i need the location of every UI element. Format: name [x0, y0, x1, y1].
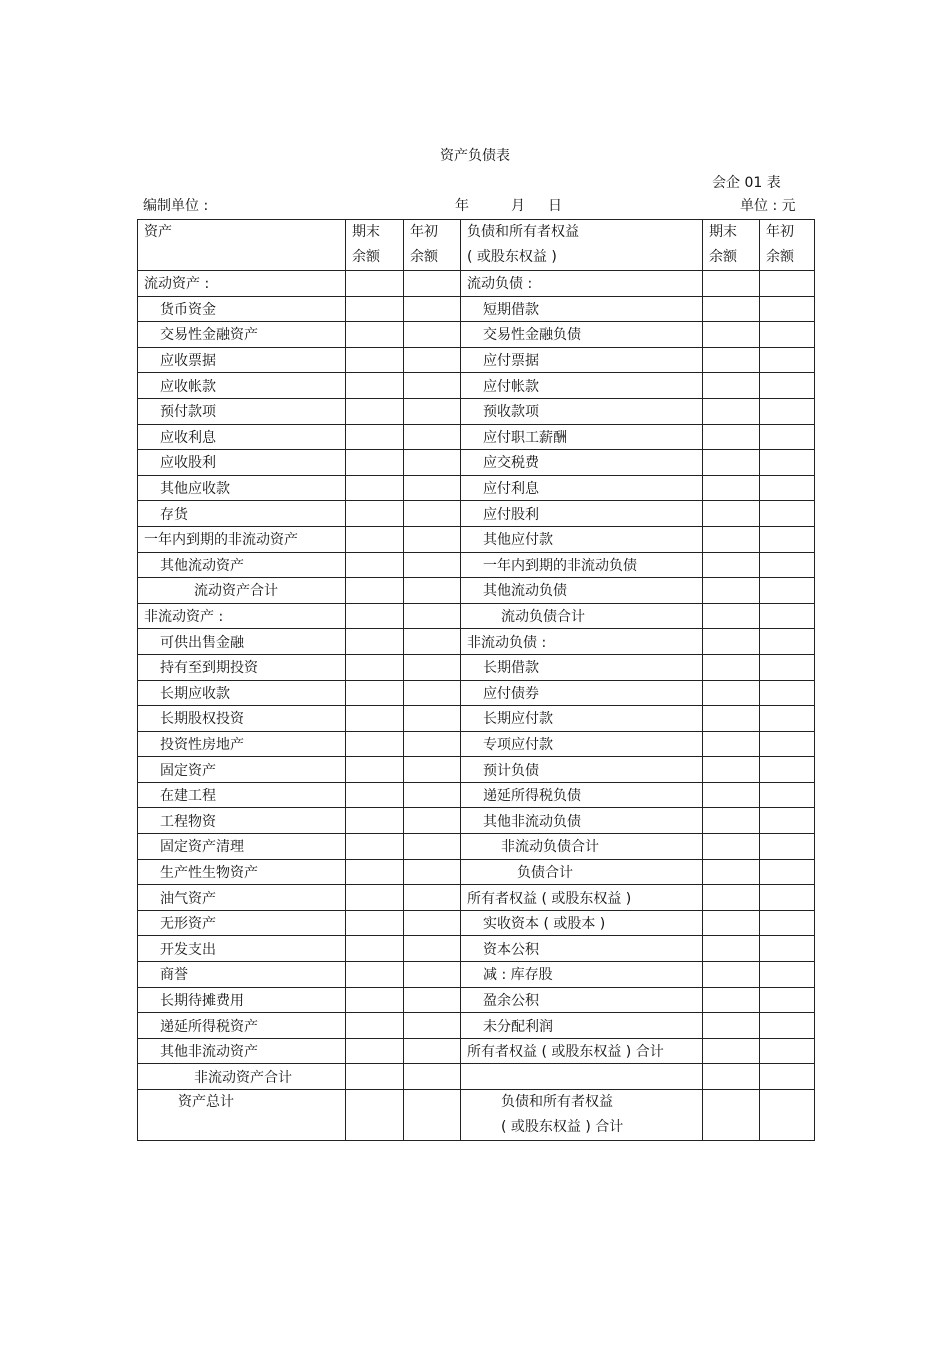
asset-item-label: 长期应收款 [138, 680, 346, 706]
asset-end-balance-cell[interactable] [346, 936, 404, 962]
asset-item-label: 货币资金 [138, 296, 346, 322]
asset-begin-balance-cell[interactable] [404, 706, 461, 732]
table-row [138, 424, 815, 450]
asset-begin-balance-cell[interactable] [404, 526, 461, 552]
asset-end-balance-cell[interactable] [346, 859, 404, 885]
asset-item-label: 长期股权投资 [138, 706, 346, 732]
liability-begin-balance-cell[interactable] [760, 603, 815, 629]
liability-begin-balance-cell[interactable] [760, 936, 815, 962]
liability-begin-balance-cell[interactable] [760, 859, 815, 885]
asset-item-label: 持有至到期投资 [138, 654, 346, 680]
asset-end-balance-cell[interactable] [346, 706, 404, 732]
liabilities-total-end-cell[interactable] [703, 1090, 760, 1141]
table-row [138, 1064, 815, 1090]
liability-item-label: 专项应付款 [461, 731, 703, 757]
asset-begin-balance-cell[interactable] [404, 962, 461, 988]
table-row [138, 552, 815, 578]
table-row [138, 296, 815, 322]
header-begin-balance-left: 年初 余额 [404, 220, 461, 271]
asset-item-label: 其他流动资产 [138, 552, 346, 578]
liability-begin-balance-cell[interactable] [760, 987, 815, 1013]
liability-item-label: 实收资本 ( 或股本 ) [461, 910, 703, 936]
header-end-balance-left: 期末 余额 [346, 220, 404, 271]
liability-item-label: 其他流动负债 [461, 578, 703, 604]
liability-end-balance-cell[interactable] [703, 424, 760, 450]
liability-begin-balance-cell[interactable] [760, 962, 815, 988]
asset-end-balance-cell[interactable] [346, 680, 404, 706]
asset-begin-balance-cell[interactable] [404, 578, 461, 604]
liabilities-total-begin-cell[interactable] [760, 1090, 815, 1141]
asset-begin-balance-cell[interactable] [404, 885, 461, 911]
table-row [138, 782, 815, 808]
asset-begin-balance-cell[interactable] [404, 910, 461, 936]
table-row [138, 347, 815, 373]
table-row [138, 526, 815, 552]
liability-item-label: 应付票据 [461, 347, 703, 373]
asset-item-label: 油气资产 [138, 885, 346, 911]
asset-item-label: 固定资产清理 [138, 834, 346, 860]
liability-end-balance-cell[interactable] [703, 654, 760, 680]
liability-item-label: 负债合计 [461, 859, 703, 885]
report-meta-row [143, 195, 798, 215]
liability-item-label: 其他应付款 [461, 526, 703, 552]
asset-end-balance-cell[interactable] [346, 987, 404, 1013]
liability-end-balance-cell[interactable] [703, 552, 760, 578]
asset-end-balance-cell[interactable] [346, 322, 404, 348]
liability-end-balance-cell[interactable] [703, 578, 760, 604]
liability-begin-balance-cell[interactable] [760, 526, 815, 552]
liability-item-label: 应付职工薪酬 [461, 424, 703, 450]
liability-begin-balance-cell[interactable] [760, 398, 815, 424]
liability-end-balance-cell[interactable] [703, 526, 760, 552]
asset-begin-balance-cell[interactable] [404, 808, 461, 834]
asset-item-label: 流动资产 : [138, 271, 346, 297]
liability-end-balance-cell[interactable] [703, 936, 760, 962]
table-row [138, 1038, 815, 1064]
liability-end-balance-cell[interactable] [703, 347, 760, 373]
liability-begin-balance-cell[interactable] [760, 296, 815, 322]
asset-item-label: 非流动资产合计 [138, 1064, 346, 1090]
asset-end-balance-cell[interactable] [346, 1064, 404, 1090]
compiler-label: 编制单位 : [143, 198, 209, 214]
table-row [138, 322, 815, 348]
liability-end-balance-cell[interactable] [703, 757, 760, 783]
liability-end-balance-cell[interactable] [703, 629, 760, 655]
asset-item-label: 长期待摊费用 [138, 987, 346, 1013]
header-liabilities: 负债和所有者权益 ( 或股东权益 ) [461, 220, 703, 271]
unit-label: 单位 : 元 [740, 198, 796, 214]
liability-begin-balance-cell[interactable] [760, 629, 815, 655]
asset-item-label: 工程物资 [138, 808, 346, 834]
asset-end-balance-cell[interactable] [346, 271, 404, 297]
asset-end-balance-cell[interactable] [346, 578, 404, 604]
liability-end-balance-cell[interactable] [703, 910, 760, 936]
asset-begin-balance-cell[interactable] [404, 859, 461, 885]
table-row [138, 1013, 815, 1039]
asset-item-label: 预付款项 [138, 398, 346, 424]
liability-end-balance-cell[interactable] [703, 680, 760, 706]
liability-item-label: 应付利息 [461, 475, 703, 501]
asset-item-label: 其他非流动资产 [138, 1038, 346, 1064]
liability-begin-balance-cell[interactable] [760, 552, 815, 578]
liabilities-equity-total-label: 负债和所有者权益 ( 或股东权益 ) 合计 [461, 1090, 703, 1141]
liability-end-balance-cell[interactable] [703, 1064, 760, 1090]
asset-end-balance-cell[interactable] [346, 654, 404, 680]
table-row [138, 987, 815, 1013]
asset-begin-balance-cell[interactable] [404, 501, 461, 527]
liability-end-balance-cell[interactable] [703, 322, 760, 348]
table-row [138, 885, 815, 911]
table-row [138, 859, 815, 885]
liability-item-label: 流动负债 : [461, 271, 703, 297]
table-row [138, 757, 815, 783]
asset-item-label: 开发支出 [138, 936, 346, 962]
date-day-label: 日 [548, 198, 562, 214]
table-row [138, 603, 815, 629]
asset-item-label: 固定资产 [138, 757, 346, 783]
asset-end-balance-cell[interactable] [346, 296, 404, 322]
form-code: 会企 01 表 [712, 175, 781, 191]
asset-end-balance-cell[interactable] [346, 603, 404, 629]
assets-total-begin-cell[interactable] [404, 1090, 461, 1141]
table-row [138, 654, 815, 680]
header-end-balance-right: 期末 余额 [703, 220, 760, 271]
asset-begin-balance-cell[interactable] [404, 603, 461, 629]
liability-item-label: 一年内到期的非流动负债 [461, 552, 703, 578]
liability-item-label: 短期借款 [461, 296, 703, 322]
liability-end-balance-cell[interactable] [703, 706, 760, 732]
liability-begin-balance-cell[interactable] [760, 885, 815, 911]
asset-item-label: 应收票据 [138, 347, 346, 373]
liability-item-label: 应付股利 [461, 501, 703, 527]
assets-total-end-cell[interactable] [346, 1090, 404, 1141]
asset-end-balance-cell[interactable] [346, 1013, 404, 1039]
liability-end-balance-cell[interactable] [703, 296, 760, 322]
asset-begin-balance-cell[interactable] [404, 680, 461, 706]
asset-end-balance-cell[interactable] [346, 347, 404, 373]
asset-item-label: 其他应收款 [138, 475, 346, 501]
table-row [138, 936, 815, 962]
table-row [138, 834, 815, 860]
table-row [138, 962, 815, 988]
asset-item-label: 应收利息 [138, 424, 346, 450]
table-row [138, 578, 815, 604]
liability-begin-balance-cell[interactable] [760, 654, 815, 680]
asset-item-label: 投资性房地产 [138, 731, 346, 757]
liability-end-balance-cell[interactable] [703, 450, 760, 476]
table-row [138, 808, 815, 834]
liability-item-label: 递延所得税负债 [461, 782, 703, 808]
total-row [138, 1090, 815, 1141]
asset-begin-balance-cell[interactable] [404, 731, 461, 757]
asset-end-balance-cell[interactable] [346, 962, 404, 988]
asset-begin-balance-cell[interactable] [404, 373, 461, 399]
table-row [138, 680, 815, 706]
table-row [138, 501, 815, 527]
table-row [138, 629, 815, 655]
liability-end-balance-cell[interactable] [703, 885, 760, 911]
asset-end-balance-cell[interactable] [346, 757, 404, 783]
liability-begin-balance-cell[interactable] [760, 910, 815, 936]
liability-begin-balance-cell[interactable] [760, 1064, 815, 1090]
liability-begin-balance-cell[interactable] [760, 834, 815, 860]
liability-begin-balance-cell[interactable] [760, 347, 815, 373]
table-row [138, 731, 815, 757]
liability-end-balance-cell[interactable] [703, 987, 760, 1013]
asset-begin-balance-cell[interactable] [404, 322, 461, 348]
asset-item-label: 存货 [138, 501, 346, 527]
liability-item-label: 减 : 库存股 [461, 962, 703, 988]
asset-begin-balance-cell[interactable] [404, 834, 461, 860]
asset-end-balance-cell[interactable] [346, 373, 404, 399]
asset-begin-balance-cell[interactable] [404, 552, 461, 578]
asset-begin-balance-cell[interactable] [404, 475, 461, 501]
asset-end-balance-cell[interactable] [346, 885, 404, 911]
asset-end-balance-cell[interactable] [346, 475, 404, 501]
liability-item-label: 非流动负债合计 [461, 834, 703, 860]
liability-begin-balance-cell[interactable] [760, 578, 815, 604]
liability-begin-balance-cell[interactable] [760, 808, 815, 834]
asset-item-label: 在建工程 [138, 782, 346, 808]
balance-sheet-table [137, 219, 815, 1141]
asset-begin-balance-cell[interactable] [404, 347, 461, 373]
table-row [138, 271, 815, 297]
liability-end-balance-cell[interactable] [703, 271, 760, 297]
liability-item-label: 应付帐款 [461, 373, 703, 399]
page-title: 资产负债表 [440, 148, 510, 164]
asset-begin-balance-cell[interactable] [404, 1013, 461, 1039]
assets-total-label: 资产总计 [138, 1090, 346, 1141]
liability-item-label: 所有者权益 ( 或股东权益 ) [461, 885, 703, 911]
table-row [138, 373, 815, 399]
asset-begin-balance-cell[interactable] [404, 1064, 461, 1090]
liability-item-label: 应付债券 [461, 680, 703, 706]
asset-end-balance-cell[interactable] [346, 501, 404, 527]
asset-end-balance-cell[interactable] [346, 782, 404, 808]
liability-begin-balance-cell[interactable] [760, 1013, 815, 1039]
liability-item-label: 资本公积 [461, 936, 703, 962]
liability-end-balance-cell[interactable] [703, 475, 760, 501]
asset-item-label: 生产性生物资产 [138, 859, 346, 885]
asset-item-label: 一年内到期的非流动资产 [138, 526, 346, 552]
asset-begin-balance-cell[interactable] [404, 424, 461, 450]
liability-begin-balance-cell[interactable] [760, 782, 815, 808]
liability-end-balance-cell[interactable] [703, 373, 760, 399]
liability-begin-balance-cell[interactable] [760, 450, 815, 476]
liability-item-label: 交易性金融负债 [461, 322, 703, 348]
liability-item-label: 长期借款 [461, 654, 703, 680]
asset-item-label: 非流动资产 : [138, 603, 346, 629]
asset-end-balance-cell[interactable] [346, 808, 404, 834]
asset-end-balance-cell[interactable] [346, 450, 404, 476]
liability-begin-balance-cell[interactable] [760, 271, 815, 297]
table-header-row [138, 220, 815, 271]
asset-begin-balance-cell[interactable] [404, 450, 461, 476]
asset-end-balance-cell[interactable] [346, 629, 404, 655]
liability-item-label: 预计负债 [461, 757, 703, 783]
liability-item-label: 盈余公积 [461, 987, 703, 1013]
asset-end-balance-cell[interactable] [346, 910, 404, 936]
asset-end-balance-cell[interactable] [346, 834, 404, 860]
liability-end-balance-cell[interactable] [703, 501, 760, 527]
liability-begin-balance-cell[interactable] [760, 424, 815, 450]
header-assets: 资产 [138, 220, 346, 271]
liability-begin-balance-cell[interactable] [760, 373, 815, 399]
liability-item-label: 预收款项 [461, 398, 703, 424]
liability-begin-balance-cell[interactable] [760, 731, 815, 757]
liability-end-balance-cell[interactable] [703, 398, 760, 424]
asset-item-label: 商誉 [138, 962, 346, 988]
liability-item-label: 长期应付款 [461, 706, 703, 732]
asset-end-balance-cell[interactable] [346, 398, 404, 424]
liability-begin-balance-cell[interactable] [760, 680, 815, 706]
asset-begin-balance-cell[interactable] [404, 1038, 461, 1064]
asset-begin-balance-cell[interactable] [404, 398, 461, 424]
liability-end-balance-cell[interactable] [703, 1013, 760, 1039]
table-row [138, 706, 815, 732]
asset-begin-balance-cell[interactable] [404, 987, 461, 1013]
table-row [138, 475, 815, 501]
date-year-label: 年 [455, 198, 469, 214]
liability-end-balance-cell[interactable] [703, 834, 760, 860]
asset-begin-balance-cell[interactable] [404, 296, 461, 322]
liability-end-balance-cell[interactable] [703, 603, 760, 629]
liability-item-label: 应交税费 [461, 450, 703, 476]
liability-end-balance-cell[interactable] [703, 1038, 760, 1064]
liability-end-balance-cell[interactable] [703, 859, 760, 885]
liability-end-balance-cell[interactable] [703, 782, 760, 808]
liability-item-label: 未分配利润 [461, 1013, 703, 1039]
liability-item-label: 其他非流动负债 [461, 808, 703, 834]
asset-item-label: 流动资产合计 [138, 578, 346, 604]
asset-item-label: 无形资产 [138, 910, 346, 936]
liability-begin-balance-cell[interactable] [760, 322, 815, 348]
liability-item-label: 流动负债合计 [461, 603, 703, 629]
asset-begin-balance-cell[interactable] [404, 757, 461, 783]
asset-item-label: 应收股利 [138, 450, 346, 476]
table-row [138, 398, 815, 424]
liability-begin-balance-cell[interactable] [760, 757, 815, 783]
asset-end-balance-cell[interactable] [346, 1038, 404, 1064]
asset-end-balance-cell[interactable] [346, 526, 404, 552]
asset-begin-balance-cell[interactable] [404, 271, 461, 297]
asset-end-balance-cell[interactable] [346, 552, 404, 578]
asset-begin-balance-cell[interactable] [404, 654, 461, 680]
asset-end-balance-cell[interactable] [346, 731, 404, 757]
asset-end-balance-cell[interactable] [346, 424, 404, 450]
liability-end-balance-cell[interactable] [703, 808, 760, 834]
liability-item-label: 非流动负债 : [461, 629, 703, 655]
date-month-label: 月 [511, 198, 525, 214]
liability-begin-balance-cell[interactable] [760, 501, 815, 527]
liability-begin-balance-cell[interactable] [760, 706, 815, 732]
liability-begin-balance-cell[interactable] [760, 475, 815, 501]
asset-item-label: 应收帐款 [138, 373, 346, 399]
liability-end-balance-cell[interactable] [703, 962, 760, 988]
asset-begin-balance-cell[interactable] [404, 782, 461, 808]
table-row [138, 450, 815, 476]
asset-begin-balance-cell[interactable] [404, 936, 461, 962]
liability-item-label [461, 1064, 703, 1090]
asset-item-label: 递延所得税资产 [138, 1013, 346, 1039]
table-row [138, 910, 815, 936]
asset-item-label: 交易性金融资产 [138, 322, 346, 348]
liability-begin-balance-cell[interactable] [760, 1038, 815, 1064]
liability-item-label: 所有者权益 ( 或股东权益 ) 合计 [461, 1038, 703, 1064]
asset-item-label: 可供出售金融 [138, 629, 346, 655]
header-begin-balance-right: 年初 余额 [760, 220, 815, 271]
asset-begin-balance-cell[interactable] [404, 629, 461, 655]
liability-end-balance-cell[interactable] [703, 731, 760, 757]
